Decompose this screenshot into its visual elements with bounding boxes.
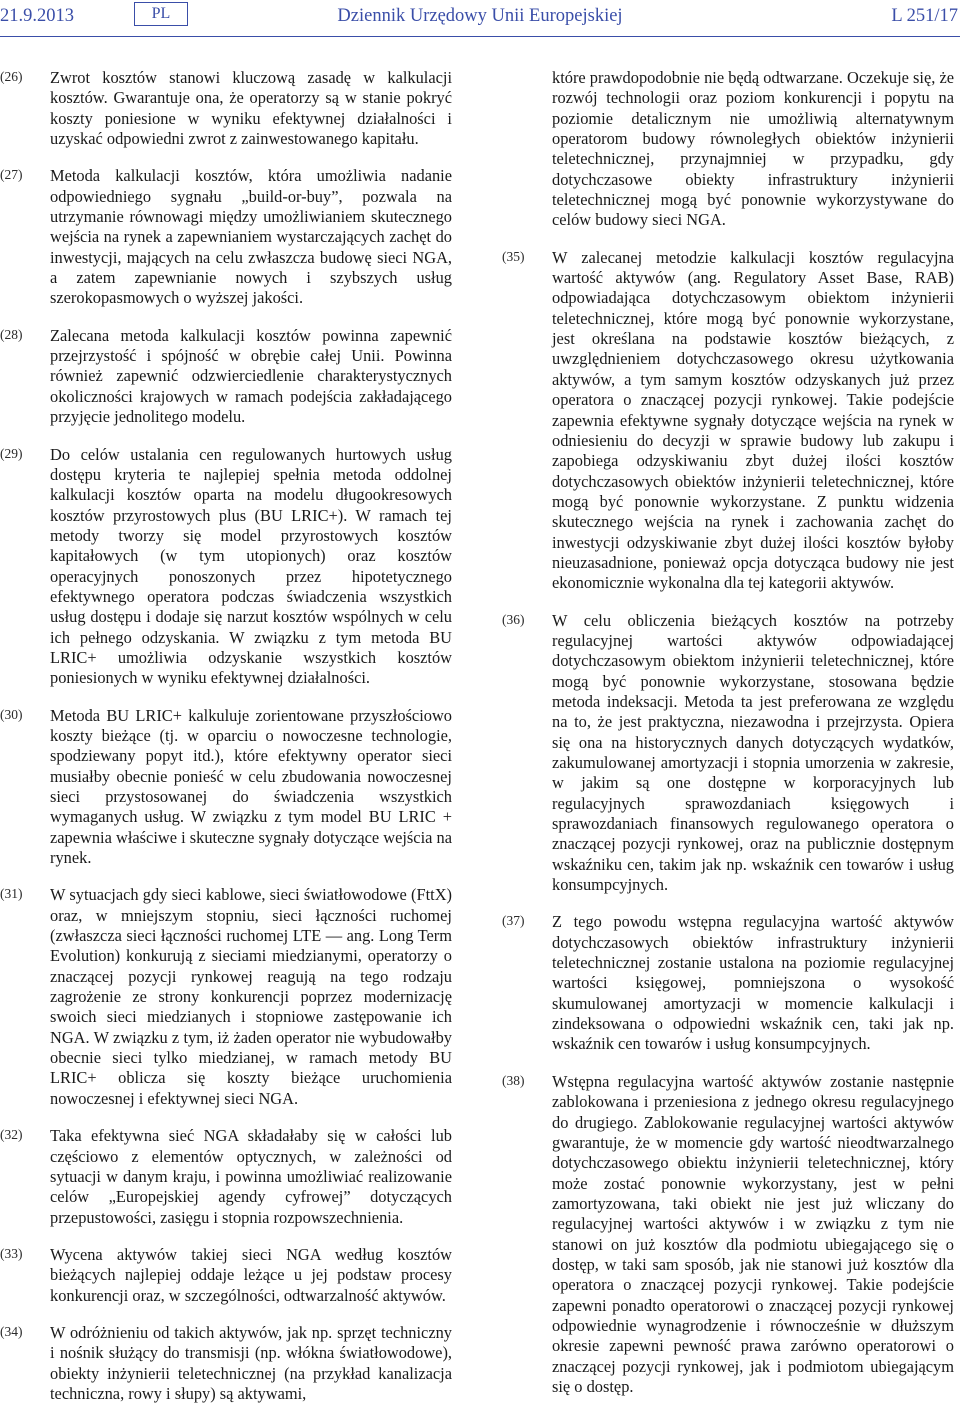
paragraph-number: (38) (502, 1072, 525, 1088)
paragraph-number: (35) (502, 248, 525, 264)
paragraph-number: (29) (0, 445, 23, 461)
paragraph-text: Z tego powodu wstępna regulacyjna wartość aktywów dotychczasowych obiektów infrastruktury inżynierii teletechnicznej zostanie ustalona na poziomie regulacyjnej wartości księgowej, pomniejszona o wysokość skumulowanej amortyzacji w momencie kalkulacji i zindeksowana o odpowiedni wskaźnik cen, taki jak np. wskaźnik cen towarów i usług konsumpcyjnych. (552, 912, 954, 1054)
paragraph-text: W zalecanej metodzie kalkulacji kosztów regulacyjna wartość aktywów (ang. Regulatory Asset Base, RAB) odpowiadająca dotychczasowym obiektom inżynierii teletechnicznej, które mogą być ponownie wykorzystane, jest określana na podstawie kosztów bieżących, z uwzględnieniem dotychczasowego okresu użytkowania aktywów, a tym samym kosztów odzyskanych już przez operatora o znaczącej pozycji rynkowej. Takie podejście zapewnia efektywne sygnały dotyczące wejścia na rynek w odniesieniu do decyzji w sprawie budowy lub zakupu i zapobiega odzyskiwaniu zbyt dużej ilości kosztów dotychczasowych obiektów inżynierii teletechnicznej, które mogą być ponownie wykorzystane. Z punktu widzenia skutecznego wejścia na rynek i zachowania zachęt do inwestycji odzyskiwanie zbyt dużej ilości kosztów byłoby nieuzasadnione, ponieważ opcja dotycząca budowy nie jest ekonomicznie wykonalna dla tej kategorii aktywów. (552, 247, 954, 593)
paragraph-text: które prawdopodobnie nie będą odtwarzane. Oczekuje się, że rozwój technologii oraz poziom konkurencji i popytu na poziomie detalicznym nie umożliwią alternatywnym operatorom budowy równoległych obiektów inżynierii teletechnicznej, przynajmniej w przypadku, gdy dotychczasowe obiekty infrastruktury inżynierii teletechnicznej mogą być ponownie wykorzystywane do celów budowy sieci NGA. (552, 68, 954, 230)
paragraph-27 (0, 166, 452, 308)
paragraph-text: Wstępna regulacyjna wartość aktywów zostanie następnie zablokowana i przeniesiona z jednego okresu regulacyjnego do drugiego. Zablokowanie regulacyjnej wartości aktywów gwarantuje, że w momencie gdy wartość nieodtwarzalnego dotychczasowego obiektu inżynierii teletechnicznej, który może zostać ponownie wykorzystany, jest w pełni zamortyzowana, taki obiekt nie jest już wliczany do regulacyjnej wartości aktywów i w związku z tym nie stanowi on już kosztów dla podmiotu ubiegającego się o dostęp, w taki sam sposób, jak nie stanowi już kosztów dla operatora o znaczącej pozycji rynkowej. Takie podejście zapewni ponadto operatorowi o znaczącej pozycji rynkowej odpowiednie wynagrodzenie i równocześnie w dłuższym okresie zapewni pewność prawa zarówno operatorowi o znaczącej pozycji rynkowej, jak i podmiotom ubiegającym się o dostęp. (552, 1071, 954, 1396)
page-reference: L 251/17 (891, 6, 958, 26)
paragraph-number: (33) (0, 1245, 23, 1261)
paragraph-number: (34) (0, 1323, 23, 1339)
paragraph-35 (502, 248, 954, 594)
paragraph-number: (37) (502, 913, 525, 929)
paragraph-text: Do celów ustalania cen regulowanych hurtowych usług dostępu kryteria te najlepiej spełnia metoda oddolnej kalkulacji kosztów oparta na modelu długookresowych kosztów przyrostowych plus (BU LRIC+). W ramach tej metody tworzy się model przyrostowych kosztów kapitałowych (w tym utopionych) oraz kosztów operacyjnych ponoszonych przez hipotetycznego efektywnego operatora podczas świadczenia wszystkich usług dostępu i dodaje się narzut kosztów wspólnych w celu ich pełnego odzyskania. W związku z tym metoda BU LRIC+ umożliwia odzyskanie wszystkich kosztów poniesionych w wyniku efektywnej działalności. (50, 444, 452, 688)
paragraph-34-continuation (502, 68, 954, 231)
paragraph-text: Zwrot kosztów stanowi kluczową zasadę w kalkulacji kosztów. Gwarantuje ona, że operatorzy są w stanie pokryć koszty poniesione w wyniku efektywnej działalności i uzyskać odpowiedni zwrot z zainwestowanego kapitału. (50, 68, 452, 149)
paragraph-37 (502, 912, 954, 1054)
paragraph-26 (0, 68, 452, 149)
left-column (0, 68, 452, 1421)
journal-title: Dziennik Urzędowy Unii Europejskiej (337, 6, 623, 26)
paragraph-number: (26) (0, 69, 23, 84)
paragraph-28 (0, 326, 452, 428)
paragraph-text: Wycena aktywów takiej sieci NGA według kosztów bieżących najlepiej oddaje leżące u jej podstaw procesy konkurencji oraz, w szczególności, odtwarzalność aktywów. (50, 1244, 452, 1305)
paragraph-text: Metoda BU LRIC+ kalkuluje zorientowane przyszłościowo koszty bieżące (tj. w oparciu o nowoczesne technologie, spodziewany popyt itd.), które efektywny operator sieci musiałby obecnie ponieść w celu zbudowania nowoczesnej sieci przystosowanej do świadczenia wszystkich wymaganych usług. W związku z tym model BU LRIC + zapewnia właściwe i skuteczne sygnały dotyczące wejścia na rynek. (50, 705, 452, 868)
paragraph-number: (30) (0, 706, 23, 722)
paragraph-text: Taka efektywna sieć NGA składałaby się w całości lub częściowo z elementów optycznych, w zależności od sytuacji w danym kraju, i powinna umożliwiać realizowanie celów „Europejskiej agendy cyfrowej” dotyczących przepustowości, zasięgu i stopnia rozpowszechnienia. (50, 1126, 452, 1227)
paragraph-31 (0, 885, 452, 1109)
paragraph-33 (0, 1245, 452, 1306)
paragraph-text: W sytuacjach gdy sieci kablowe, sieci światłowodowe (FttX) oraz, w mniejszym stopniu, sieci łączności ruchomej (zwłaszcza sieci łączności ruchomej LTE — ang. Long Term Evolution) konkurują z sieciami miedzianymi, operatorzy o znaczącej pozycji rynkowej reagują na tego rodzaju zagrożenie ze strony konkurencji poprzez modernizację swoich sieci miedzianych i stopniowe zastępowanie ich NGA. W związku z tym, iż żaden operator nie wybudowałby obecnie sieci tylko miedzianej, w ramach metody BU LRIC+ oblicza się koszty bieżące uruchomienia nowoczesnej i efektywnej sieci NGA. (50, 885, 452, 1108)
paragraph-34 (0, 1323, 452, 1404)
paragraph-32 (0, 1126, 452, 1228)
header-date: 21.9.2013 (0, 6, 74, 26)
paragraph-29 (0, 445, 452, 689)
paragraph-number: (32) (0, 1127, 23, 1143)
paragraph-number: (28) (0, 326, 23, 342)
paragraph-number: (27) (0, 167, 23, 183)
right-column (502, 68, 954, 1414)
paragraph-number: (36) (502, 611, 525, 627)
header-rule (0, 36, 960, 37)
paragraph-36 (502, 611, 954, 896)
paragraph-text: W odróżnieniu od takich aktywów, jak np. sprzęt techniczny i nośnik służący do transmisji (np. włókna światłowodowe), obiekty inżynierii teletechnicznej (na przykład kanalizacja techniczna, rowy i słupy) są aktywami, (50, 1322, 452, 1403)
language-badge: PL (134, 2, 188, 26)
paragraph-number: (31) (0, 886, 23, 902)
paragraph-38 (502, 1072, 954, 1398)
paragraph-text: Zalecana metoda kalkulacji kosztów powinna zapewnić przejrzystość i spójność w obrębie całej Unii. Powinna również zapewnić odzwierciedlenie charakterystycznych okoliczności krajowych w ramach podejścia zakładającego przyjęcie jednolitego modelu. (50, 325, 452, 427)
paragraph-text: Metoda kalkulacji kosztów, która umożliwia nadanie odpowiedniego sygnału „build-or-buy”, pozwala na utrzymanie równowagi między umożliwianiem skutecznego wejścia na rynek a zapewnianiem wystarczających zachęt do inwestycji, mających na celu zwłaszcza budowę sieci NGA, a zatem zapewnianie nowych i szybszych usług szerokopasmowych o wyższej jakości. (50, 166, 452, 308)
paragraph-30 (0, 706, 452, 869)
paragraph-text: W celu obliczenia bieżących kosztów na potrzeby regulacyjnej wartości aktywów odpowiadającej dotychczasowym obiektom inżynierii teletechnicznej, które mogą być ponownie wykorzystane, stosowana będzie metoda indeksacji. Metoda ta jest preferowana ze względu na to, że jest praktyczna, niezawodna i przejrzysta. Opiera się ona na historycznych danych dotyczących wydatków, zakumulowanej amortyzacji i stopnia umorzenia w zakresie, w jakim są one dostępne w korporacyjnych lub regulacyjnych sprawozdaniach księgowych i sprawozdaniach finansowych regulowanego operatora o znaczącej pozycji rynkowej, oraz na publicznie dostępnym wskaźniku cen, takim jak np. wskaźnik cen towarów i usług konsumpcyjnych. (552, 610, 954, 895)
